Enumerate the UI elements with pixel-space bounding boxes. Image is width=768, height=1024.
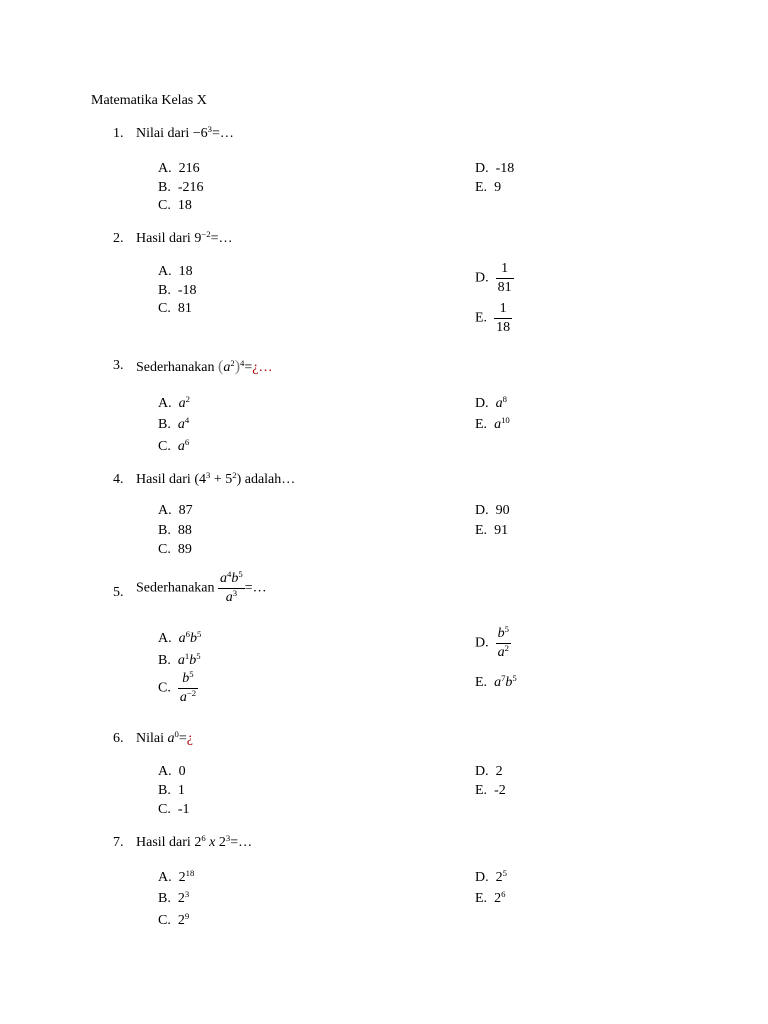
option-b: B. $2^3$ bbox=[158, 889, 190, 906]
fraction: $\frac{b^5}{a^2}$ bbox=[497, 624, 509, 660]
question-number: 3. bbox=[113, 358, 124, 373]
option-e: E. $2^6$ bbox=[475, 889, 506, 906]
fraction: $\frac{b^5}{a^{-2}}$ bbox=[179, 669, 197, 705]
option-d: D. 90 bbox=[475, 503, 510, 518]
option-d: D. 2 bbox=[475, 764, 503, 779]
option-a: A. $a^6b^5$ bbox=[158, 629, 202, 646]
option-c: C. $a^6$ bbox=[158, 437, 190, 454]
option-a: A. $a^2$ bbox=[158, 394, 190, 411]
option-a: A. $2^{18}$ bbox=[158, 868, 195, 885]
fraction: $\frac{1}{81}$ bbox=[497, 261, 512, 295]
page-title: Matematika Kelas X bbox=[91, 93, 207, 108]
option-d: D. $\frac{1}{81}$ bbox=[475, 261, 512, 295]
option-d: D. -18 bbox=[475, 161, 515, 176]
option-b: B. $a^4$ bbox=[158, 415, 190, 432]
option-d: D. $a^8$ bbox=[475, 394, 507, 411]
question-number: 4. bbox=[113, 472, 124, 487]
question-number: 5. bbox=[113, 585, 124, 600]
option-a: A. 216 bbox=[158, 161, 200, 176]
question-number: 7. bbox=[113, 835, 124, 850]
option-d: D. $2^5$ bbox=[475, 868, 507, 885]
option-b: B. 1 bbox=[158, 783, 185, 798]
option-b: B. -216 bbox=[158, 180, 204, 195]
option-c: C. 18 bbox=[158, 198, 192, 213]
fraction: $\frac{a^4b^5}{a^3}$ bbox=[220, 569, 243, 605]
fraction: $\frac{1}{18}$ bbox=[496, 301, 511, 335]
option-e: E. -2 bbox=[475, 783, 506, 798]
option-e: E. $a^7b^5$ bbox=[475, 673, 517, 690]
question-text: Sederhanakan $(a^2)^4=¿\dots$ bbox=[136, 358, 273, 375]
option-e: E. $\frac{1}{18}$ bbox=[475, 301, 511, 335]
question-text: Hasil dari $2^6$ x $2^3=\dots$ bbox=[136, 833, 253, 850]
option-b: B. 88 bbox=[158, 523, 192, 538]
option-a: A. 18 bbox=[158, 264, 193, 279]
option-b: B. $a^1b^5$ bbox=[158, 651, 201, 668]
option-a: A. 87 bbox=[158, 503, 193, 518]
option-c: C. 81 bbox=[158, 301, 192, 316]
question-number: 1. bbox=[113, 126, 124, 141]
question-text: Sederhanakan $\frac{a^4b^5}{a^3}$ =… bbox=[136, 569, 267, 605]
option-c: C. -1 bbox=[158, 802, 190, 817]
question-number: 2. bbox=[113, 231, 124, 246]
option-e: E. 91 bbox=[475, 523, 509, 538]
option-e: E. $a^{10}$ bbox=[475, 415, 510, 432]
option-b: B. -18 bbox=[158, 283, 197, 298]
option-c: C. $2^9$ bbox=[158, 911, 190, 928]
option-a: A. 0 bbox=[158, 764, 186, 779]
option-d: D. $\frac{b^5}{a^2}$ bbox=[475, 624, 509, 660]
question-text: Hasil dari $9^{-2}=\dots$ bbox=[136, 229, 233, 246]
option-e: E. 9 bbox=[475, 180, 502, 195]
question-text: Hasil dari $(4^3 + 5^2)$ adalah… bbox=[136, 470, 296, 487]
question-text: Nilai dari $-6^3=\dots$ bbox=[136, 124, 234, 141]
option-c: C. $\frac{b^5}{a^{-2}}$ bbox=[158, 669, 197, 705]
question-number: 6. bbox=[113, 731, 124, 746]
option-c: C. 89 bbox=[158, 542, 192, 557]
question-text: Nilai $a^0=¿$ bbox=[136, 729, 193, 746]
